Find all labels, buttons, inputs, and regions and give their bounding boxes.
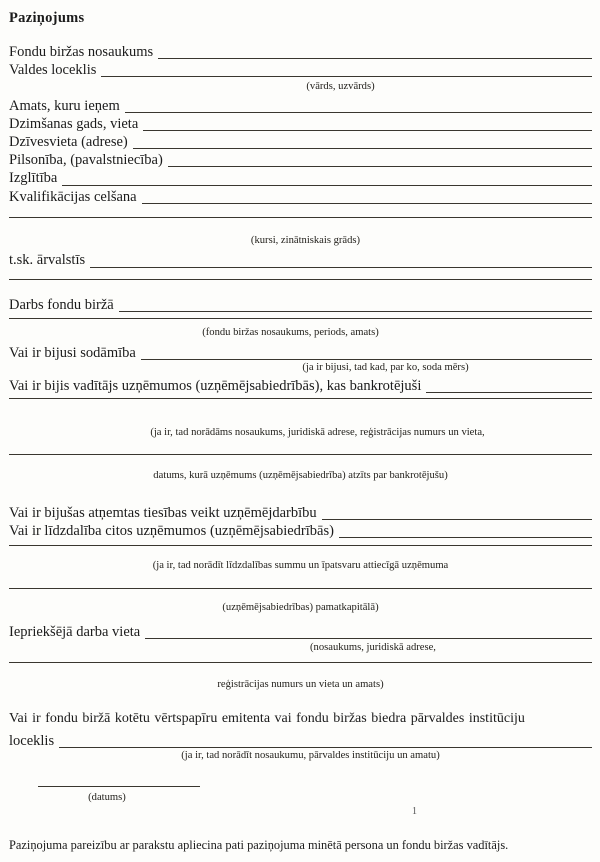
field-label-education: Izglītība bbox=[9, 170, 58, 187]
field-issuer-member bbox=[9, 733, 592, 750]
field-label-bankrupt-companies: Vai ir bijis vadītājs uzņēmumos (uzņēmējsabiedrībās), kas bankrotējuši bbox=[9, 378, 422, 395]
field-rights-revoked bbox=[9, 505, 592, 522]
field-exchange-name bbox=[9, 44, 592, 61]
caption-bankrupt-details-1: (ja ir, tad norādāms nosaukums, juridiskā adrese, reģistrācijas numurs un vieta, bbox=[150, 427, 485, 439]
fill-line bbox=[101, 76, 592, 77]
fill-line bbox=[90, 267, 592, 268]
blank-line bbox=[9, 588, 592, 589]
question-issuer-membership-line1: Vai ir fondu biržā kotētu vērtspapīru emitenta vai fondu biržas biedra pārvaldes institūciju bbox=[9, 710, 525, 726]
field-label-issuer-member: loceklis bbox=[9, 733, 55, 750]
field-label-citizenship: Pilsonība, (pavalstniecība) bbox=[9, 152, 163, 169]
footer-note: Paziņojuma pareizību ar parakstu apliecina pati paziņojuma minētā persona un fondu biržas vadītājs. bbox=[9, 837, 509, 852]
field-label-position-held: Amats, kuru ieņem bbox=[9, 98, 120, 115]
fill-line bbox=[125, 112, 592, 113]
field-participation bbox=[9, 523, 592, 540]
field-citizenship bbox=[9, 152, 592, 169]
caption-previous-2: reģistrācijas numurs un vieta un amats) bbox=[217, 679, 384, 691]
field-label-incl-abroad: t.sk. ārvalstīs bbox=[9, 252, 86, 269]
blank-line bbox=[9, 279, 592, 280]
fill-line bbox=[59, 747, 592, 748]
fill-line bbox=[168, 166, 592, 167]
fill-line bbox=[143, 130, 592, 131]
caption-issuer-details: (ja ir, tad norādīt nosaukumu, pārvaldes institūciju un amatu) bbox=[181, 750, 440, 762]
field-label-participation: Vai ir līdzdalība citos uzņēmumos (uzņēmējsabiedrībās) bbox=[9, 522, 334, 539]
caption-previous-1: (nosaukums, juridiskā adrese, bbox=[310, 642, 436, 654]
field-label-criminal-record: Vai ir bijusi sodāmība bbox=[9, 345, 136, 362]
document-title: Paziņojums bbox=[9, 10, 85, 26]
caption-courses: (kursi, zinātniskais grāds) bbox=[250, 234, 361, 246]
caption-date: (datums) bbox=[88, 792, 126, 804]
blank-line bbox=[9, 217, 592, 218]
field-board-member bbox=[9, 62, 592, 79]
blank-line bbox=[9, 545, 592, 546]
fill-line bbox=[426, 392, 592, 393]
field-residence bbox=[9, 134, 592, 151]
field-label-birth: Dzimšanas gads, vieta bbox=[9, 116, 139, 133]
field-label-exchange-name: Fondu biržas nosaukums bbox=[9, 44, 154, 61]
field-label-residence: Dzīvesvieta (adrese) bbox=[9, 134, 128, 151]
field-exchange-work bbox=[9, 297, 592, 314]
field-label-board-member: Valdes loceklis bbox=[9, 62, 97, 79]
fill-line bbox=[145, 638, 592, 639]
field-label-qualification: Kvalifikācijas celšana bbox=[9, 188, 137, 205]
field-position-held bbox=[9, 98, 592, 115]
field-label-rights-revoked: Vai ir bijušas atņemtas tiesības veikt uzņēmējdarbību bbox=[9, 504, 317, 521]
fill-line bbox=[158, 58, 592, 59]
field-criminal-record bbox=[9, 345, 592, 362]
field-birth bbox=[9, 116, 592, 133]
blank-line bbox=[9, 662, 592, 663]
fill-line bbox=[141, 359, 592, 360]
fill-line bbox=[339, 537, 592, 538]
caption-exchange-details: (fondu biržas nosaukums, periods, amats) bbox=[202, 326, 379, 338]
fill-line bbox=[62, 185, 592, 186]
caption-name-surname: (vārds, uzvārds) bbox=[306, 81, 375, 93]
field-education bbox=[9, 170, 592, 187]
field-qualification bbox=[9, 189, 592, 206]
field-label-exchange-work: Darbs fondu biržā bbox=[9, 296, 114, 313]
field-bankrupt-companies bbox=[9, 378, 592, 395]
field-previous-job bbox=[9, 624, 592, 641]
fill-line bbox=[142, 203, 592, 204]
caption-criminal-details: (ja ir bijusi, tad kad, par ko, soda mērs) bbox=[302, 362, 469, 374]
blank-line bbox=[9, 454, 592, 455]
blank-line bbox=[9, 318, 592, 319]
field-incl-abroad bbox=[9, 252, 592, 269]
page-mark: 1 bbox=[412, 806, 417, 817]
date-block bbox=[38, 786, 200, 805]
caption-bankrupt-details-2: datums, kurā uzņēmums (uzņēmējsabiedrība) atzīts par bankrotējušu) bbox=[153, 469, 448, 481]
caption-participation-2: (uzņēmējsabiedrības) pamatkapitālā) bbox=[222, 601, 379, 613]
blank-line bbox=[9, 398, 592, 399]
date-line bbox=[38, 786, 200, 787]
caption-participation-1: (ja ir, tad norādīt līdzdalības summu un īpatsvaru attiecīgā uzņēmuma bbox=[152, 559, 449, 571]
fill-line bbox=[322, 519, 592, 520]
fill-line bbox=[119, 311, 592, 312]
fill-line bbox=[133, 148, 592, 149]
field-label-previous-job: Iepriekšējā darba vieta bbox=[9, 624, 141, 641]
